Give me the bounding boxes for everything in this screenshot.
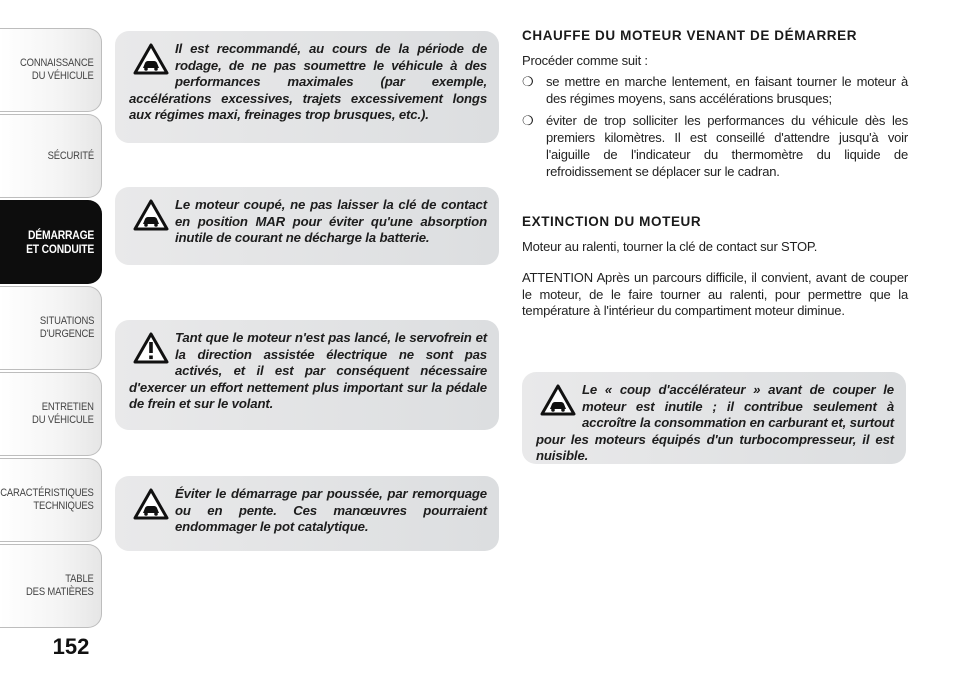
exclamation-warning-icon <box>133 332 169 364</box>
car-warning-icon <box>133 199 169 231</box>
tab-label: ENTRETIEN DU VÉHICULE <box>32 401 94 426</box>
list-item-text: se mettre en marche lentement, en faisant tourner le moteur à des régimes moyens, sans accélérations brusques; <box>546 73 908 106</box>
tab-label: CONNAISSANCE DU VÉHICULE <box>20 57 94 82</box>
warning-box-servofrein <box>115 320 499 430</box>
warning-text: Il est recommandé, au cours de la période de rodage, de ne pas soumettre le véhicule à des performances maximales (par exemple, accélérations excessives, trajets excessivement longs aux régimes maxi, freinages trop brusques, etc.). <box>129 41 487 122</box>
warning-box-cle-contact <box>115 187 499 265</box>
warning-text: Le moteur coupé, ne pas laisser la clé de contact en position MAR pour éviter qu'une absorption inutile de courant ne décharge la batterie. <box>175 197 487 245</box>
list-item <box>522 113 908 180</box>
list-item-text: éviter de trop solliciter les performances du véhicule dès les premiers kilomètres. Il est conseillé d'attendre jusqu'à voir l'aiguille de l'indicateur du thermomètre du liquide de refroidissement se déplacer sur le cadran. <box>546 113 908 179</box>
tab-situations-d-urgence[interactable] <box>0 286 102 370</box>
tab-label: SITUATIONS D'URGENCE <box>39 315 94 340</box>
tab-label: SÉCURITÉ <box>47 149 94 162</box>
list-item <box>522 74 908 108</box>
section-heading: EXTINCTION DU MOTEUR <box>522 214 702 229</box>
tab-connaissance-du-vehicule[interactable] <box>0 28 102 112</box>
warning-box-rodage <box>115 31 499 143</box>
section-paragraph-attention: ATTENTION Après un parcours difficile, il convient, avant de couper le moteur, de le faire tourner au ralenti, pour permettre que la température à l'intérieur du compartiment moteur diminue. <box>522 269 908 319</box>
section-heading: CHAUFFE DU MOTEUR VENANT DE DÉMARRER <box>522 28 858 43</box>
warning-text: Le « coup d'accélérateur » avant de couper le moteur est inutile ; il contribue seulement à accroître la consommation en carburant et, surtout pour les moteurs équipés d'un turbocompresseur, il est nuisible. <box>536 382 895 463</box>
section-paragraph: Moteur au ralenti, tourner la clé de contact sur STOP. <box>522 239 818 254</box>
warning-box-coup-accelerateur <box>522 372 906 464</box>
car-warning-icon <box>540 384 576 416</box>
tab-entretien-du-vehicule[interactable] <box>0 372 102 456</box>
warning-text: Tant que le moteur n'est pas lancé, le servofrein et la direction assistée électrique ne sont pas activés, et il est par conséquent nécessaire d'exercer un effort nettement plus important sur la pédale de frein et sur le volant. <box>129 330 487 411</box>
page-number: 152 <box>52 634 90 659</box>
warning-box-demarrage-poussee <box>115 476 499 551</box>
bullet-circle-icon: ❍ <box>522 113 534 129</box>
tab-caracteristiques-techniques[interactable] <box>0 458 102 542</box>
car-warning-icon <box>133 43 169 75</box>
tab-label: DÉMARRAGE ET CONDUITE <box>25 228 95 256</box>
tab-table-des-matieres[interactable] <box>0 544 102 628</box>
section-intro: Procéder comme suit : <box>522 53 648 68</box>
section-chauffe-moteur <box>522 28 908 181</box>
warning-text: Éviter le démarrage par poussée, par remorquage ou en pente. Ces manœuvres pourraient endommager le pot catalytique. <box>175 486 487 534</box>
car-warning-icon <box>133 488 169 520</box>
section-extinction-moteur <box>522 214 908 320</box>
bullet-circle-icon: ❍ <box>522 73 534 89</box>
tab-label: TABLE DES MATIÈRES <box>26 573 94 598</box>
tab-demarrage-et-conduite[interactable] <box>0 200 102 284</box>
tab-label: CARACTÉRISTIQUES TECHNIQUES <box>0 487 94 512</box>
tab-securite[interactable] <box>0 114 102 198</box>
